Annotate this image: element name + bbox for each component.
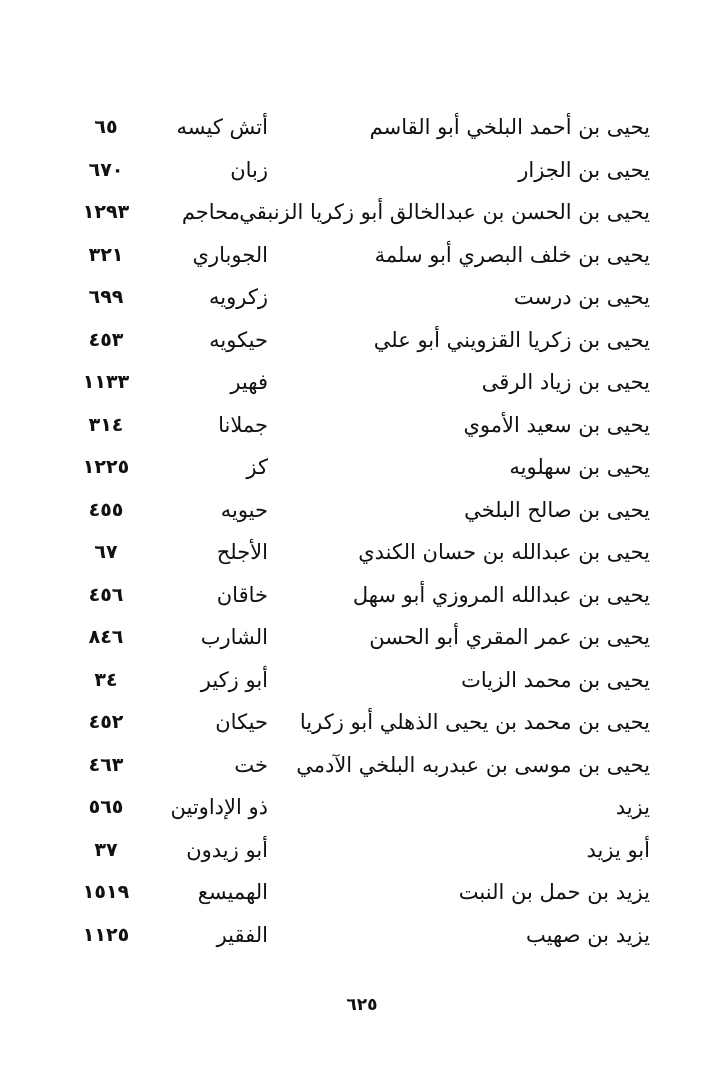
- entry-nickname: ذو الإداوتين: [170, 795, 268, 819]
- entry-name: يحيى بن الجزار: [518, 157, 650, 182]
- entry-nickname: جملانا: [218, 412, 268, 437]
- entry-nickname: الهميسع: [197, 880, 268, 904]
- entry-page-number: ٦٥: [94, 116, 118, 138]
- index-entry: [70, 448, 650, 491]
- index-entry: [70, 278, 650, 321]
- entry-nickname: أبو زيدون: [186, 837, 268, 862]
- entry-nickname: حيكان: [215, 710, 268, 734]
- entry-page-number: ١٢٩٣: [82, 201, 130, 223]
- entry-name: يحيى بن عمر المقري أبو الحسن: [369, 625, 650, 649]
- entry-nickname: الشارب: [200, 625, 268, 649]
- entry-name: يحيى بن زياد الرقى: [481, 370, 650, 394]
- entry-page-number: ٣١٤: [88, 413, 124, 436]
- index-entry: [70, 618, 650, 661]
- index-entry: [70, 873, 650, 916]
- entry-page-number: ٣٢١: [88, 243, 124, 266]
- entry-name: يحيى بن درست: [513, 285, 650, 309]
- index-entry: [70, 533, 650, 576]
- entry-page-number: ٤٥٢: [88, 711, 124, 733]
- index-entry: [70, 491, 650, 534]
- entry-name: يحيى بن سعيد الأموي: [463, 412, 650, 437]
- index-entry: [70, 321, 650, 364]
- entry-nickname: حيكويه: [209, 327, 268, 352]
- entry-name: يحيى بن أحمد البلخي أبو القاسم: [369, 115, 650, 139]
- entry-name: يحيى بن عبدالله المروزي أبو سهل: [352, 582, 650, 607]
- entry-page-number: ٤٥٦: [88, 583, 124, 606]
- entry-page-number: ٦٧٠: [88, 158, 124, 181]
- entry-page-number: ١١٢٥: [82, 923, 130, 946]
- entry-name: يحيى بن محمد الزيات: [461, 667, 650, 692]
- entry-name: يحيى بن خلف البصري أبو سلمة: [374, 242, 650, 267]
- entry-name: يحيى بن زكريا القزويني أبو علي: [373, 327, 650, 352]
- index-entry: [70, 193, 650, 236]
- index-entry: [70, 108, 650, 151]
- entry-name: يحيى بن محمد بن يحيى الذهلي أبو زكريا: [299, 710, 650, 734]
- entry-name: يحيى بن عبدالله بن حسان الكندي: [358, 540, 650, 564]
- index-entry: [70, 406, 650, 449]
- entry-page-number: ١٥١٩: [82, 881, 130, 903]
- entry-name: أبو يزيد: [586, 837, 650, 862]
- entry-nickname: الفقير: [216, 922, 268, 947]
- entry-nickname: محاجم: [181, 200, 240, 224]
- entry-name: يزيد: [615, 795, 650, 819]
- entry-nickname: فهير: [230, 370, 268, 394]
- index-entry: [70, 831, 650, 874]
- entry-name: يحيى بن صالح البلخي: [464, 497, 650, 522]
- entry-page-number: ٥٦٥: [88, 796, 124, 818]
- entry-page-number: ٤٦٣: [88, 753, 124, 776]
- entry-nickname: خاقان: [216, 582, 268, 607]
- index-entry: [70, 236, 650, 279]
- entry-nickname: أتش كيسه: [176, 115, 268, 139]
- entry-page-number: ٦٩٩: [88, 286, 124, 308]
- index-entry: [70, 788, 650, 831]
- entry-name: يزيد بن صهيب: [526, 922, 650, 947]
- index-entry: [70, 576, 650, 619]
- entry-name: يزيد بن حمل بن النبت: [458, 880, 650, 904]
- entry-page-number: ٤٥٥: [88, 498, 124, 521]
- entry-page-number: ٣٤: [94, 668, 118, 691]
- index-entry: [70, 746, 650, 789]
- index-entry: [70, 363, 650, 406]
- entry-nickname: الأجلح: [216, 540, 268, 564]
- entry-nickname: خت: [234, 752, 268, 777]
- entry-nickname: زبان: [230, 157, 268, 182]
- entry-name: يحيى بن سهلويه: [509, 455, 650, 479]
- entry-nickname: كز: [246, 455, 268, 479]
- entry-nickname: أبو زكير: [200, 667, 268, 692]
- index-entry: [70, 151, 650, 194]
- entry-name: يحيى بن الحسن بن عبدالخالق أبو زكريا الزنبقي: [239, 200, 650, 224]
- entry-page-number: ٤٥٣: [88, 328, 124, 351]
- entry-nickname: حيويه: [220, 497, 268, 522]
- entry-page-number: ٦٧: [94, 541, 118, 563]
- index-entry: [70, 703, 650, 746]
- entry-page-number: ٣٧: [94, 838, 118, 861]
- entry-page-number: ٨٤٦: [88, 626, 124, 648]
- entry-page-number: ١١٣٣: [82, 371, 130, 393]
- entry-page-number: ١٢٢٥: [82, 456, 130, 478]
- entry-name: يحيى بن موسى بن عبدربه البلخي الآدمي: [296, 752, 650, 777]
- index-list: [70, 108, 650, 958]
- page-number: ٦٢٥: [346, 995, 378, 1015]
- index-entry: [70, 661, 650, 704]
- index-entry: [70, 916, 650, 959]
- entry-nickname: زكرويه: [209, 285, 268, 309]
- entry-nickname: الجوباري: [192, 242, 268, 267]
